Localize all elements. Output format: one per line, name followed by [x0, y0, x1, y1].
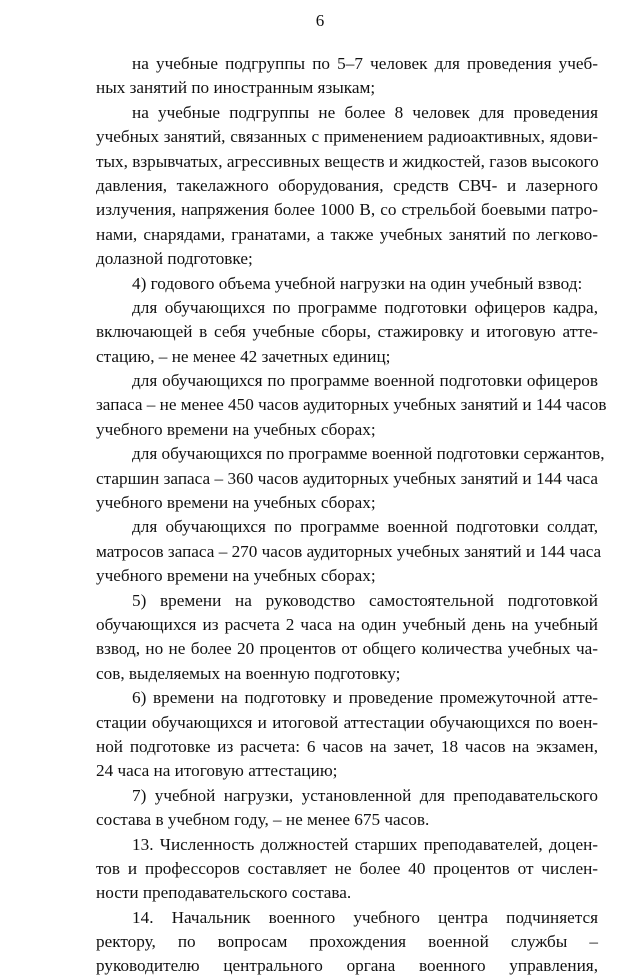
text-line: 14. Начальник военного учебного центра подчиняется — [132, 907, 598, 927]
text-line: 7) учебной нагрузки, установленной для преподавательского — [132, 785, 598, 805]
text-line: тых, взрывчатых, агрессивных веществ и жидкостей, газов высокого — [96, 151, 599, 171]
text-line: ности преподавательского состава. — [96, 883, 352, 903]
text-line: запаса – не менее 450 часов аудиторных учебных занятий и 144 часов — [96, 395, 607, 415]
text-line: тов и профессоров составляет не более 40 процентов от числен- — [96, 858, 598, 878]
text-line: взвод, но не более 20 процентов от общего количества учебных ча- — [96, 639, 598, 659]
text-line: старшин запаса – 360 часов аудиторных учебных занятий и 144 часа — [96, 468, 598, 488]
text-line: ректору, по вопросам прохождения военной службы – — [96, 932, 598, 952]
document-body — [96, 52, 607, 979]
text-line: учебного времени на учебных сборах; — [96, 493, 376, 513]
text-line: для обучающихся по программе военной подготовки офицеров — [132, 371, 598, 391]
text-line: нами, снарядами, гранатами, а также учебных занятий по легково- — [96, 224, 598, 244]
text-line: ных занятий по иностранным языкам; — [96, 78, 376, 98]
text-line: учебного времени на учебных сборах; — [96, 419, 376, 439]
text-line: матросов запаса – 270 часов аудиторных учебных занятий и 144 часа — [96, 541, 602, 561]
text-line: 5) времени на руководство самостоятельной подготовкой — [132, 590, 598, 610]
text-line: ной подготовке из расчета: 6 часов на зачет, 18 часов на экзамен, — [96, 736, 598, 756]
text-line: долазной подготовке; — [96, 249, 253, 269]
text-line: стации обучающихся и итоговой аттестации обучающихся по воен- — [96, 712, 598, 732]
text-line: на учебные подгруппы по 5–7 человек для проведения учеб- — [132, 54, 598, 73]
text-line: 4) годового объема учебной нагрузки на один учебный взвод: — [132, 273, 583, 293]
text-line: стацию, – не менее 42 зачетных единиц; — [96, 346, 391, 366]
text-line: на учебные подгруппы не более 8 человек для проведения — [132, 102, 598, 122]
text-line: для обучающихся по программе военной подготовки сержантов, — [132, 444, 605, 464]
text-line: сов, выделяемых на военную подготовку; — [96, 663, 401, 683]
text-line: обучающихся из расчета 2 часа на один учебный день на учебный — [96, 614, 598, 634]
text-line: 6) времени на подготовку и проведение промежуточной атте- — [132, 688, 598, 708]
text-line: 24 часа на итоговую аттестацию; — [96, 761, 338, 781]
text-line: учебного времени на учебных сборах; — [96, 566, 376, 586]
text-line: для обучающихся по программе военной подготовки солдат, — [132, 517, 598, 537]
text-line: руководителю центрального органа военного управления, — [96, 956, 598, 976]
text-line: учебных занятий, связанных с применением радиоактивных, ядови- — [96, 127, 598, 147]
text-line: включающей в себя учебные сборы, стажировку и итоговую атте- — [96, 322, 598, 342]
text-line: для обучающихся по программе подготовки офицеров кадра, — [132, 297, 598, 317]
text-line: давления, такелажного оборудования, средств СВЧ- и лазерного — [96, 175, 598, 195]
text-line: состава в учебном году, – не менее 675 часов. — [96, 810, 430, 830]
page-number: 6 — [315, 11, 325, 30]
text-line: 13. Численность должностей старших преподавателей, доцен- — [132, 834, 598, 854]
text-line: излучения, напряжения более 1000 В, со стрельбой боевыми патро- — [96, 200, 598, 220]
